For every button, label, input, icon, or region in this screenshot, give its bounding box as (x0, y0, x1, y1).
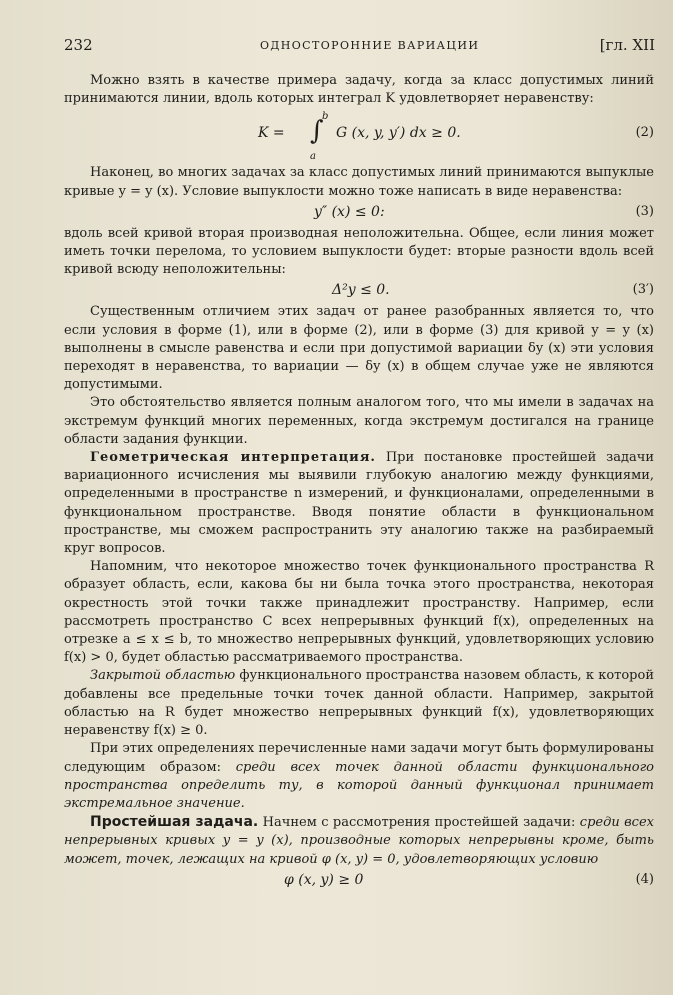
paragraph (64, 449, 654, 558)
paragraph (64, 813, 654, 869)
formula-number: (2) (635, 125, 654, 141)
formula-3 (64, 203, 654, 223)
integral-lower-limit: a (310, 151, 316, 163)
paragraph: Напомним, что некоторое множество точек функционального пространства R образует область, если, какова бы ни была точка этого пространства, некоторая окрестность этой точки также принадлежит пространству. Например, если рассмотреть пространство C всех непрерывных функций f(x), определенных на отрезке a ≤ x ≤ b, то множество непрерывных функций, удовлетворяющих условию f(x) > 0, будет областью рассматриваемого пространства. (64, 559, 654, 666)
formula-lhs: K = (258, 125, 285, 142)
integral-upper-limit: b (322, 111, 329, 123)
paragraph-text: Начнем с рассмотрения простейшей задачи: (258, 815, 580, 831)
paragraph-text: При этих определениях перечисленные нами задачи могут быть формулированы следующим образом: (64, 741, 654, 775)
formula-number: (3′) (632, 282, 654, 298)
page-header (64, 36, 655, 58)
paragraph (64, 667, 654, 740)
formula-number: (4) (635, 871, 654, 887)
paragraph-text: функционального пространства назовем область, к которой добавлены все предельные точки точек данной области. Например, закрытой областью на R будет множество непрерывных функций f(x), удовлетворяющих неравенству f(x) ≥ 0. (64, 668, 654, 739)
formula-expression: φ (x, y) ≥ 0 (284, 871, 364, 888)
emphasis-text: среди всех точек данной области функционального пространства определить ту, в которой данный функционал принимает экстремальное значение. (64, 759, 654, 811)
paragraph (64, 740, 654, 813)
paragraph-text: При постановке простейшей задачи вариационного исчисления мы выявили глубокую аналогию между функциями, определенными в пространстве n измерений, и функционалами, определенными в функциональном пространстве. Вводя понятие области в функциональном пространстве, мы сможем распространить эту аналогию также на разбираемый круг вопросов. (64, 450, 655, 557)
paragraph: Существенным отличием этих задач от ранее разобранных является то, что если условия в форме (1), или в форме (2), или в форме (3) для кривой y = y (x) выполнены в смысле равенства и если при допустимой вариации δy (x) эти условия переходят в неравенства, то вариации — δy (x) в общем случае уже не являются допустимыми. (64, 304, 654, 393)
emphasis-term: Закрытой областью (90, 668, 236, 684)
formula-2 (64, 110, 654, 162)
integral-sign-icon: ∫ (310, 116, 324, 147)
chapter-label: [гл. XII (599, 36, 655, 54)
emphasis-text: среди всех непрерывных кривых y = y (x), производные которых непрерывны кроме, быть может, точек, лежащих на кривой φ (x, y) = 0, удовлетворяющих условию (64, 815, 654, 867)
formula-expression: Δ²y ≤ 0. (332, 282, 390, 299)
paragraph: Наконец, во многих задачах за класс допустимых линий принимаются выпуклые кривые y = y (x). Условие выпуклости можно тоже написать в виде неравенства: (64, 165, 654, 199)
formula-3-prime (64, 281, 654, 301)
formula-number: (3) (635, 203, 654, 219)
formula-4 (64, 871, 654, 891)
page-body (64, 72, 654, 893)
formula-expression: y″ (x) ≤ 0: (314, 203, 385, 220)
paragraph: Это обстоятельство является полным аналогом того, что мы имели в задачах на экстремум функций многих переменных, когда экстремум достигался на границе области задания функции. (64, 395, 654, 447)
paragraph: вдоль всей кривой вторая производная неположительна. Общее, если линия может иметь точки перелома, то условием выпуклости будет: вторые разности вдоль всей кривой всюду неположительны: (64, 225, 654, 278)
section-heading: Простейшая задача. (90, 814, 259, 831)
formula-integrand: G (x, y, y′) dx ≥ 0. (336, 125, 461, 142)
paragraph: Можно взять в качестве примера задачу, когда за класс допустимых линий принимаются линии, вдоль которых интеграл K удовлетворяет неравенству: (64, 73, 654, 107)
running-title: ОДНОСТОРОННИЕ ВАРИАЦИИ (260, 39, 480, 52)
page-number: 232 (64, 36, 93, 54)
section-heading: Геометрическая интерпретация. (90, 450, 376, 466)
